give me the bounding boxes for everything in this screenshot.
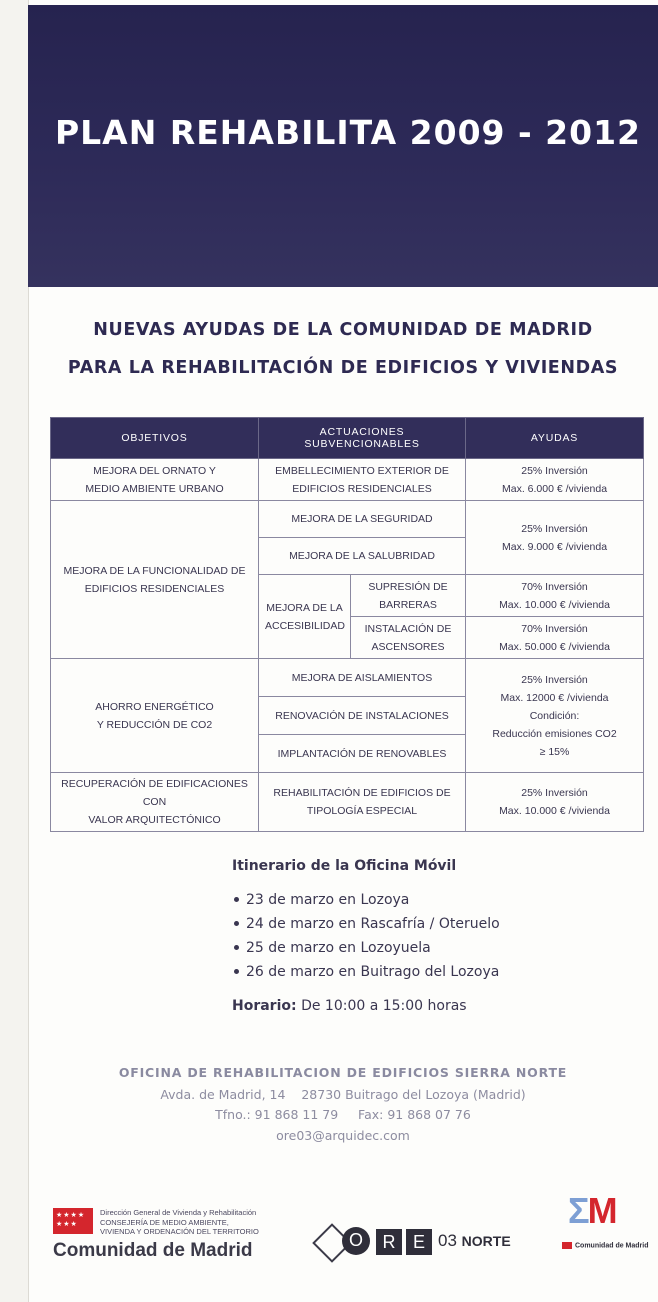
table-row — [51, 773, 644, 832]
cell-line: ≥ 15% — [539, 745, 570, 758]
itinerary-list — [232, 888, 500, 984]
consejeria-text — [100, 1208, 259, 1237]
aid-ascensores — [466, 617, 644, 659]
office-phones: Tfno.: 91 868 11 79 Fax: 91 868 07 76 — [215, 1107, 471, 1122]
cell-line: 25% Inversión — [521, 464, 588, 477]
stop-text: 23 de marzo en Lozoya — [246, 892, 410, 908]
stop-text: 25 de marzo en Lozoyuela — [246, 940, 431, 956]
cell-line: INSTALACIÓN DE — [364, 622, 452, 635]
schedule-label: Horario: — [232, 998, 297, 1014]
header-objetivos: OBJETIVOS — [51, 418, 259, 459]
office-name: OFICINA DE REHABILITACION DE EDIFICIOS SIERRA NORTE — [118, 1065, 568, 1080]
sm-comunidad — [562, 1242, 649, 1249]
bullet-icon — [234, 921, 239, 926]
aid-barreras — [466, 575, 644, 617]
schedule — [232, 998, 500, 1014]
objective-funcionalidad — [51, 501, 259, 659]
table-row — [51, 659, 644, 697]
aid-ahorro — [466, 659, 644, 773]
flag-icon — [562, 1242, 572, 1249]
cell-line: 25% Inversión — [521, 787, 588, 799]
suma-madrid-logo — [562, 1190, 649, 1260]
cell-line: Max. 9.000 € /vivienda — [501, 540, 608, 553]
subtitle-line-1: NUEVAS AYUDAS DE LA COMUNIDAD DE MADRID — [93, 320, 593, 340]
sm-mark-icon: ΣM — [568, 1190, 616, 1231]
title-banner — [28, 5, 658, 287]
table-row — [51, 501, 644, 538]
schedule-value: De 10:00 a 15:00 horas — [301, 998, 467, 1014]
cell-line: 70% Inversión — [521, 580, 588, 593]
ore-letter-r: R — [376, 1229, 402, 1255]
itinerary — [232, 858, 500, 1028]
action-accesibilidad — [259, 575, 351, 659]
office-address: Avda. de Madrid, 14 28730 Buitrago del Lozoya (Madrid) — [160, 1087, 526, 1102]
bullet-icon — [234, 969, 239, 974]
cell-line: Reducción emisiones CO2 — [492, 727, 617, 740]
consejeria-line: VIVIENDA Y ORDENACIÓN DEL TERRITORIO — [100, 1227, 259, 1236]
bullet-icon — [234, 897, 239, 902]
list-item — [232, 960, 500, 984]
aid-seguridad-salubridad — [466, 501, 644, 575]
ore-letter-o: O — [342, 1227, 370, 1255]
action-seguridad: MEJORA DE LA SEGURIDAD — [259, 501, 466, 538]
consejeria-line: CONSEJERÍA DE MEDIO AMBIENTE, — [100, 1217, 229, 1227]
sm-comunidad-text: Comunidad de Madrid — [575, 1242, 649, 1250]
page-title: PLAN REHABILITA 2009 - 2012 — [54, 113, 642, 152]
footer-logos — [0, 1190, 658, 1280]
cell-line: ASCENSORES — [371, 640, 445, 653]
stop-text: 24 de marzo en Rascafría / Oteruelo — [246, 916, 500, 932]
header-actuaciones — [259, 418, 466, 459]
action-aislamientos: MEJORA DE AISLAMIENTOS — [259, 659, 466, 697]
cell-line: EDIFICIOS RESIDENCIALES — [84, 582, 225, 595]
cell-line: BARRERAS — [379, 598, 437, 611]
aid-recuperacion — [466, 773, 644, 832]
cell-line: SUPRESIÓN DE — [368, 580, 448, 593]
action-embellecimiento — [259, 459, 466, 501]
cell-line: ACCESIBILIDAD — [265, 619, 345, 632]
cell-line: Max. 50.000 € /vivienda — [499, 640, 610, 653]
action-salubridad: MEJORA DE LA SALUBRIDAD — [259, 538, 466, 575]
action-tipologia — [259, 773, 466, 832]
header-ayudas: AYUDAS — [466, 418, 644, 459]
stop-text: 26 de marzo en Buitrago del Lozoya — [246, 964, 500, 980]
page-edge — [0, 0, 29, 1302]
cell-line: EMBELLECIMIENTO EXTERIOR DE — [275, 464, 449, 477]
table-header-row — [51, 418, 644, 459]
cell-line: MEDIO AMBIENTE URBANO — [85, 482, 224, 495]
cell-line: MEJORA DE LA — [266, 601, 343, 614]
bullet-icon — [234, 945, 239, 950]
objective-ahorro — [51, 659, 259, 773]
table-row — [51, 459, 644, 501]
action-ascensores — [351, 617, 466, 659]
cell-line: 70% Inversión — [521, 622, 588, 635]
cell-line: MEJORA DEL ORNATO Y — [93, 464, 216, 477]
comunidad-madrid-name: Comunidad de Madrid — [53, 1240, 253, 1261]
ore-letter-e: E — [406, 1229, 432, 1255]
cell-line: Max. 6.000 € /vivienda — [501, 482, 608, 495]
action-barreras — [351, 575, 466, 617]
cell-line: Max. 12000 € /vivienda — [500, 691, 609, 704]
cell-line: REHABILITACIÓN DE EDIFICIOS DE — [273, 787, 451, 799]
list-item — [232, 912, 500, 936]
cell-line: RECUPERACIÓN DE EDIFICACIONES CON — [61, 778, 248, 808]
cell-line: Max. 10.000 € /vivienda — [499, 598, 610, 611]
header-actuaciones-line2: SUBVENCIONABLES — [304, 438, 420, 450]
consejeria-line: Dirección General de Vivienda y Rehabilitación — [100, 1208, 257, 1217]
aid-ornato — [466, 459, 644, 501]
stars-icon: ★★★★ ★★★ — [56, 1211, 86, 1228]
list-item — [232, 888, 500, 912]
action-instalaciones: RENOVACIÓN DE INSTALACIONES — [259, 697, 466, 735]
office-email[interactable]: ore03@arquidec.com — [276, 1128, 410, 1143]
cell-line: AHORRO ENERGÉTICO — [95, 700, 214, 713]
cell-line: TIPOLOGÍA ESPECIAL — [306, 805, 418, 817]
ore-zone-text: NORTE — [461, 1233, 511, 1249]
cell-line: EDIFICIOS RESIDENCIALES — [292, 482, 432, 495]
ore-num-text: 03 — [438, 1231, 457, 1250]
aid-table — [50, 417, 644, 832]
objective-ornato — [51, 459, 259, 501]
ore-number — [438, 1231, 511, 1251]
list-item — [232, 936, 500, 960]
cell-line: 25% Inversión — [521, 522, 588, 535]
subtitle-line-2: PARA LA REHABILITACIÓN DE EDIFICIOS Y VIVIENDAS — [67, 358, 619, 378]
cell-line: Y REDUCCIÓN DE CO2 — [96, 718, 213, 731]
cell-line: Max. 10.000 € /vivienda — [499, 805, 610, 817]
cell-line: MEJORA DE LA FUNCIONALIDAD DE — [63, 564, 246, 577]
action-renovables: IMPLANTACIÓN DE RENOVABLES — [259, 735, 466, 773]
cell-line: 25% Inversión — [521, 673, 588, 686]
header-actuaciones-line1: ACTUACIONES — [319, 426, 405, 438]
objective-recuperacion — [51, 773, 259, 832]
cell-line: VALOR ARQUITECTÓNICO — [88, 814, 221, 826]
cell-line: Condición: — [529, 709, 580, 722]
itinerary-title: Itinerario de la Oficina Móvil — [232, 858, 457, 874]
comunidad-madrid-flag-logo — [53, 1208, 93, 1234]
